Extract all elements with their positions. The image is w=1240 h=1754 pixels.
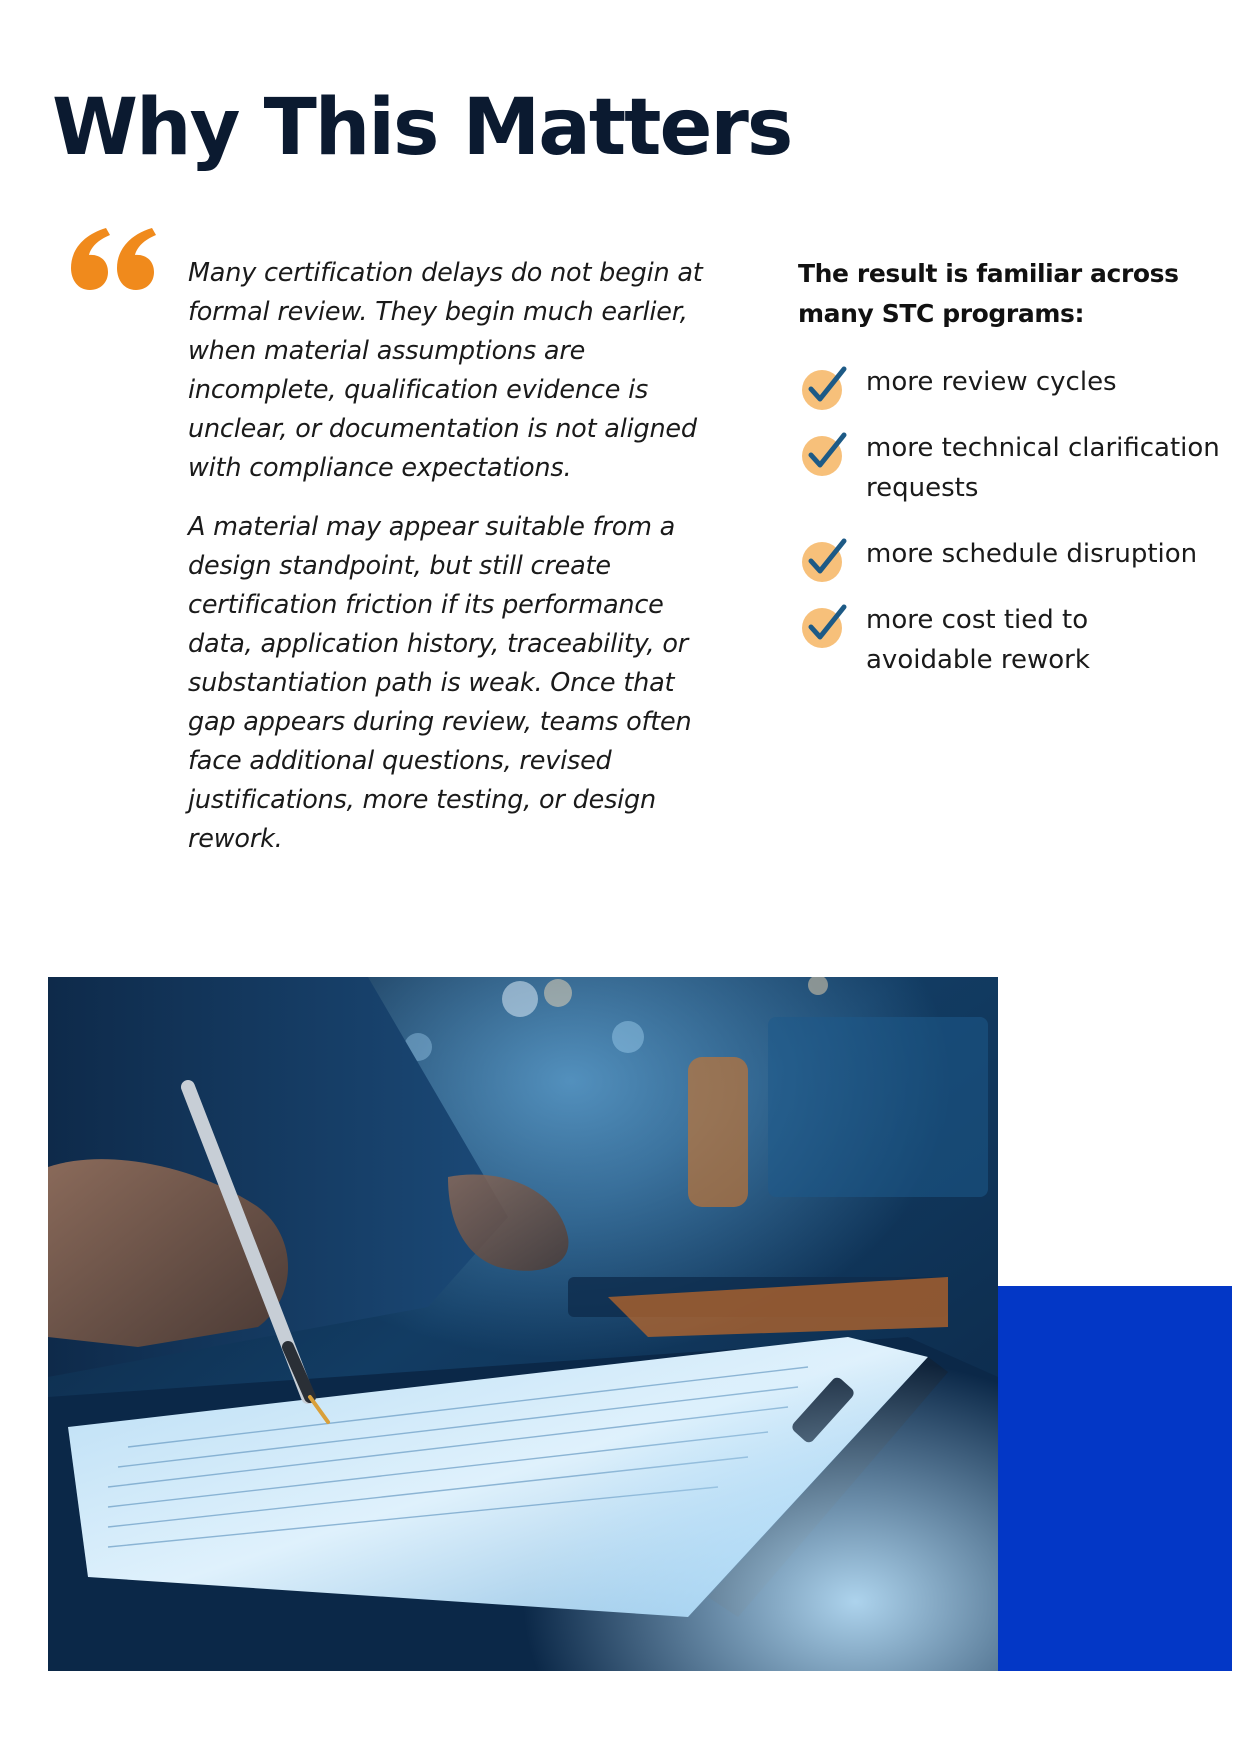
quote-paragraph: Many certification delays do not begin at formal review. They begin much earlier, when material assumptions are incomplete, qualification evidence is unclear, or documentation is not aligned with compliance expectations. [188,258,703,483]
list-item-label: more technical clarification requests [866,433,1220,503]
checkmark-icon [800,430,850,476]
list-item [800,534,1220,574]
quote-block [188,254,708,879]
checkmark-icon [800,602,850,648]
list-item-label: more cost tied to avoidable rework [866,605,1090,675]
page-title: Why This Matters [52,83,792,173]
checkmark-icon [800,536,850,582]
engineer-signing-document-photo [48,977,998,1671]
list-item [800,362,1220,402]
list-item-label: more review cycles [866,367,1117,397]
quote-mark-icon [70,228,156,300]
list-item-label: more schedule disruption [866,539,1198,569]
quote-paragraph: A material may appear suitable from a design standpoint, but still create certification friction if its performance data, application history, traceability, or substantiation path is weak. Once that gap appears during review, teams often face additional questions, revised justifications, more testing, or design rework. [188,512,692,854]
list-item [800,600,1220,680]
results-heading: The result is familiar across many STC programs: [798,259,1179,328]
accent-block [998,1286,1232,1671]
checkmark-icon [800,364,850,410]
list-item [800,428,1220,508]
results-list [800,362,1220,706]
